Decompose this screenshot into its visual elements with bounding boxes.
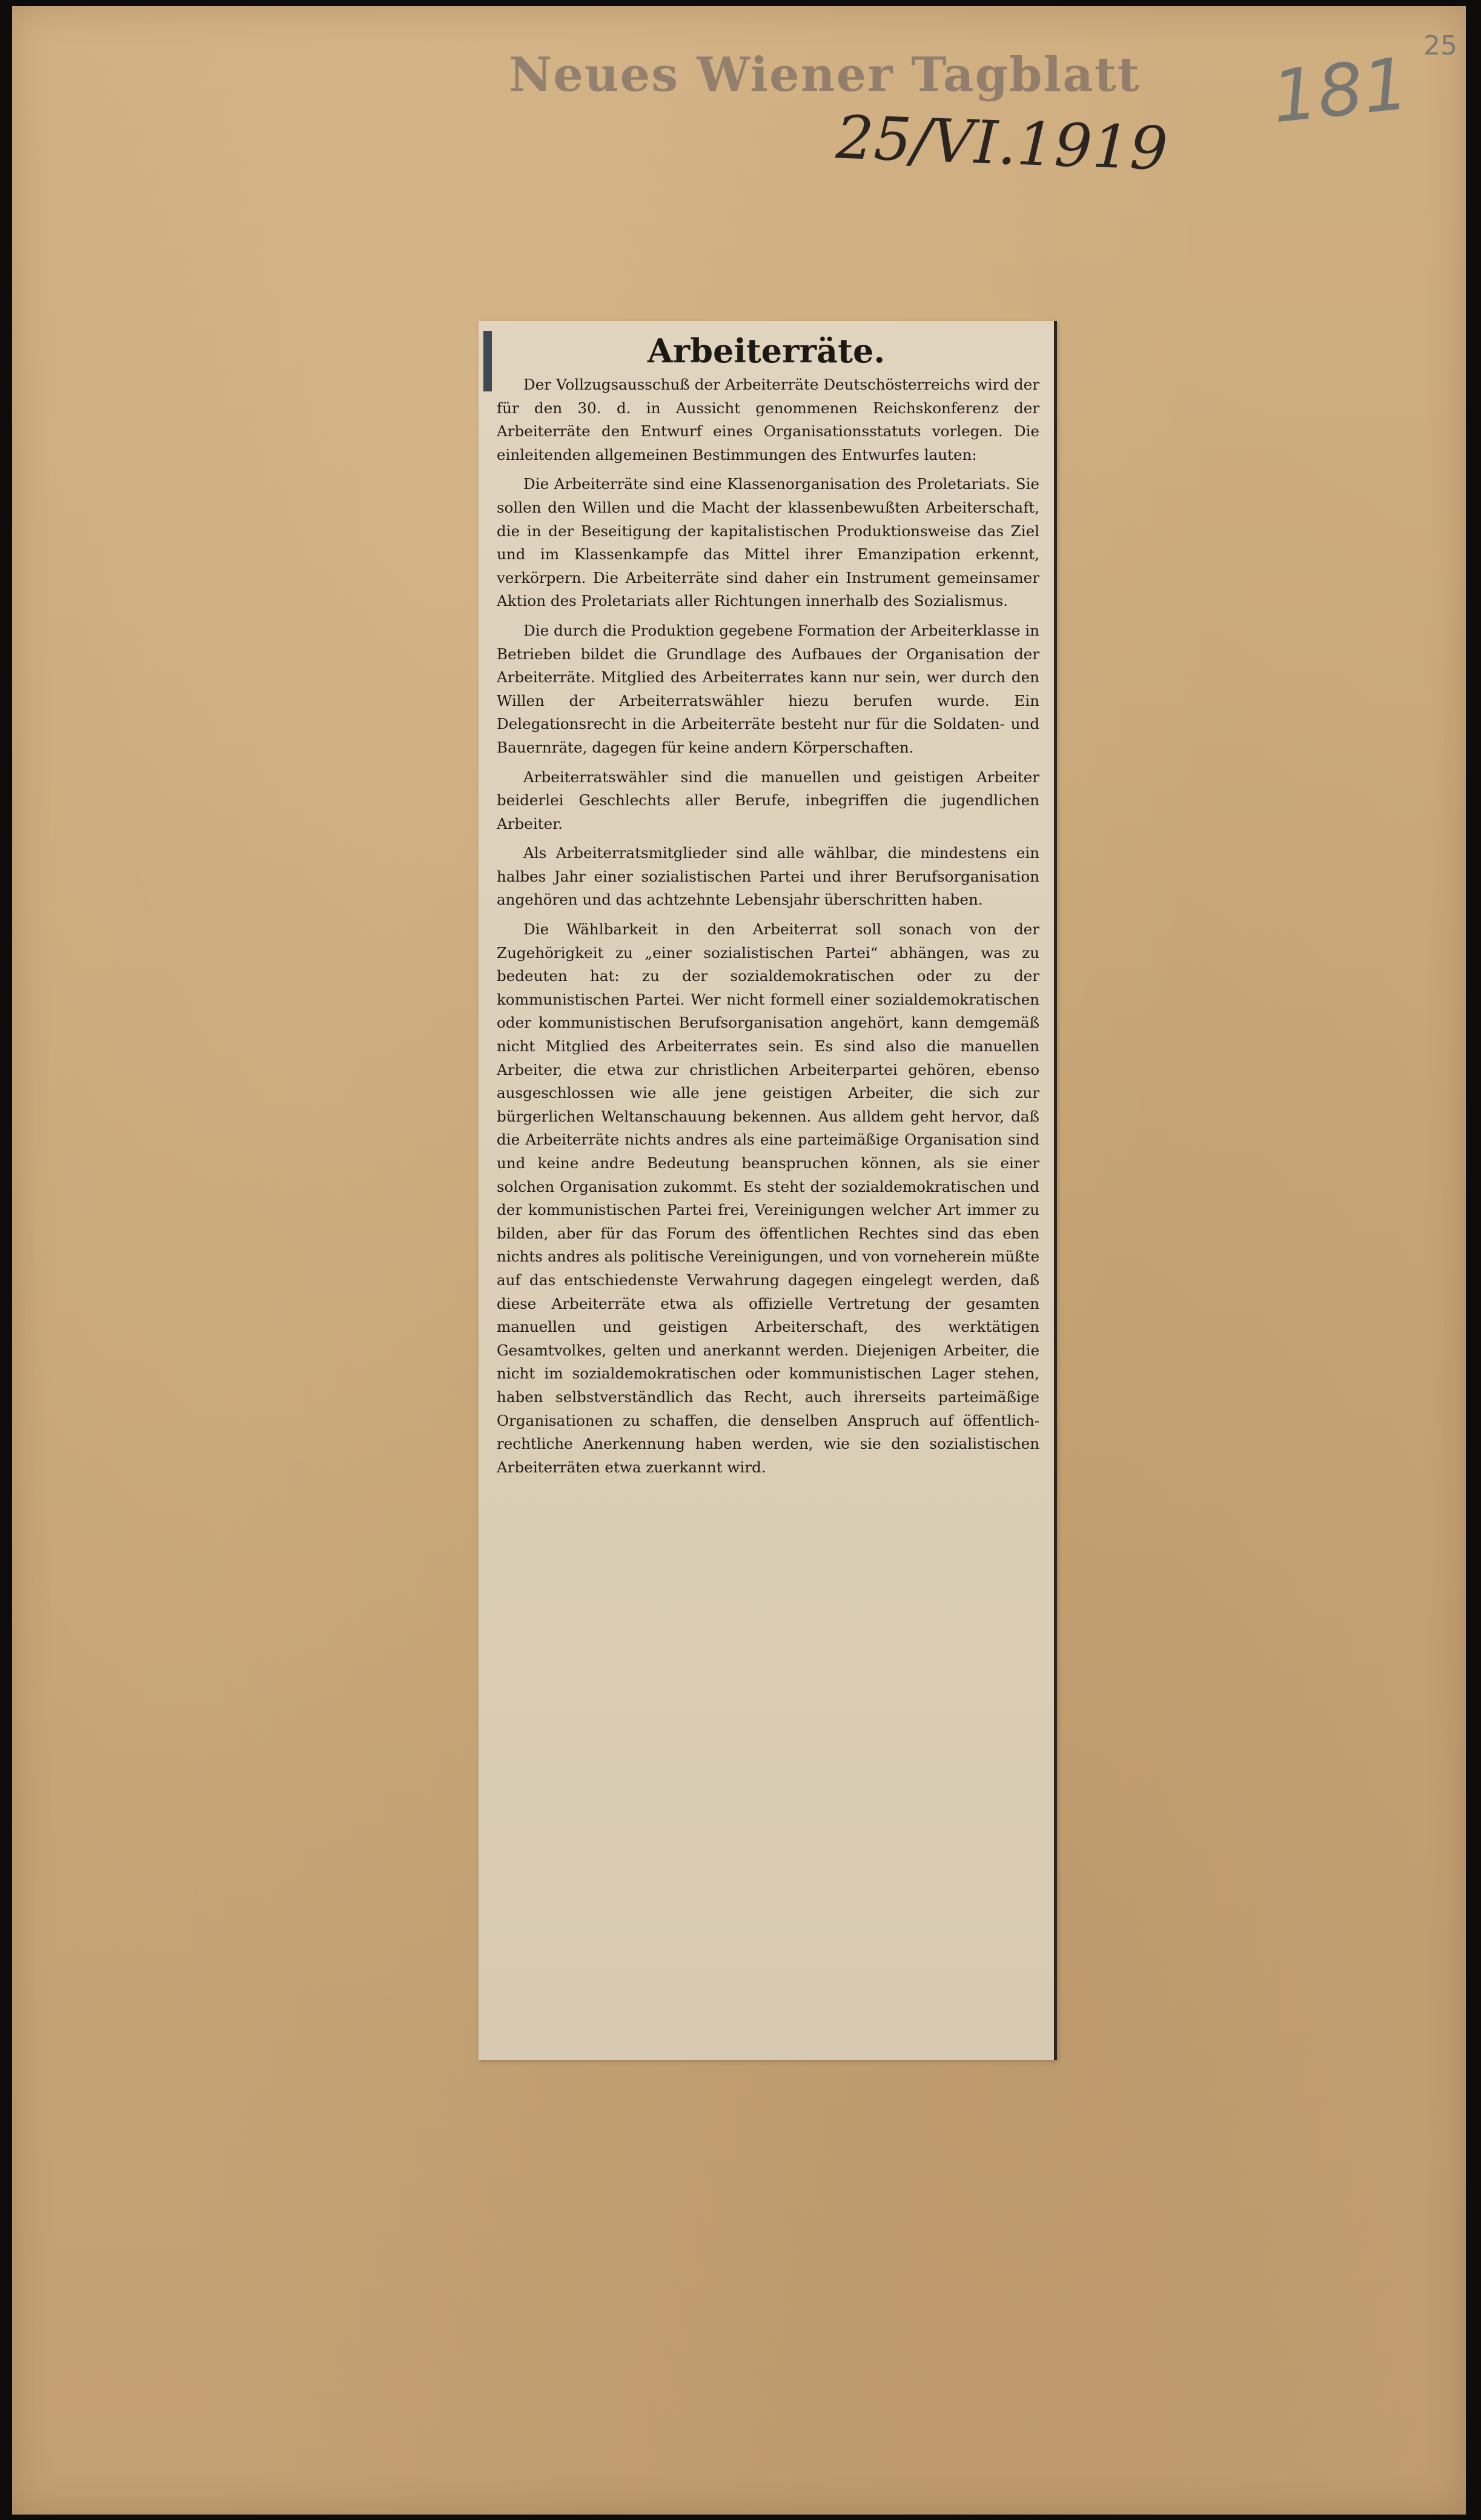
- article-paragraph-commentary: Die Wählbarkeit in den Arbeiterrat soll sonach von der Zugehörigkeit zu „einer sozialistischen Partei“ abhängen, was zu bedeuten hat: zu der sozialdemokratischen oder zu der kommunistischen Partei. Wer nicht formell einer sozialdemokratischen oder kommunistischen Berufsorganisation angehört, kann demgemäß nicht Mitglied des Arbeiterrates sein. Es sind also die manuellen Arbeiter, die etwa zur christlichen Arbeiterpartei gehören, ebenso ausgeschlossen wie alle jene geistigen Arbeiter, die sich zur bürgerlichen Weltanschauung bekennen. Aus alldem geht hervor, daß die Arbeiterräte nichts andres als eine parteimäßige Organisation sind und keine andre Bedeutung beanspruchen können, als sie einer solchen Organisation zukommt. Es steht der sozialdemokratischen und der kommunistischen Partei frei, Vereinigungen welcher Art immer zu bilden, aber für das Forum des öffentlichen Rechtes sind das eben nichts andres als politische Vereinigungen, und von vorneherein müßte auf das entschiedenste Verwahrung dagegen eingelegt werden, daß diese Arbeiterräte etwa als offizielle Vertretung der gesamten manuellen und geistigen Arbeiterschaft, des werktätigen Gesamtvolkes, gelten und anerkannt werden. Diejenigen Arbeiter, die nicht im sozialdemokratischen oder kommunistischen Lager stehen, haben selbstverständlich das Recht, auch ihrerseits parteimäßige Organisationen zu schaffen, die denselben Anspruch auf öffentlich-rechtliche Anerkennung haben werden, wie sie den sozialistischen Arbeiterräten etwa zuerkannt wird.: [497, 920, 1039, 1476]
- article-paragraph-eligibility: Als Arbeiterratsmitglieder sind alle wählbar, die mindestens ein halbes Jahr einer sozialistischen Partei und ihrer Berufsorganisation angehören und das achtzehnte Lebensjahr überschritten haben.: [497, 844, 1039, 909]
- archive-number: 181: [1268, 41, 1413, 139]
- archive-number-sub: 25: [1423, 30, 1457, 61]
- archive-sheet: [12, 6, 1466, 2515]
- clip-mark: [483, 331, 492, 391]
- newspaper-stamp: Neues Wiener Tagblatt: [509, 47, 1141, 102]
- article-body: [479, 373, 1054, 1479]
- article-paragraph-intro: Der Vollzugsausschuß der Arbeiterräte Deutschösterreichs wird der für den 30. d. in Aussicht genommenen Reichskonferenz der Arbeiterräte den Entwurf eines Organisationsstatuts vorlegen. Die einleitenden allgemeinen Bestimmungen des Entwurfes lauten:: [497, 376, 1039, 464]
- newspaper-clipping: [479, 321, 1057, 2060]
- article-paragraph-class-organisation: Die Arbeiterräte sind eine Klassenorganisation des Proletariats. Sie sollen den Willen und die Macht der klassenbewußten Arbeiterschaft, die in der Beseitigung der kapitalistischen Produktionsweise das Ziel und im Klassenkampfe das Mittel ihrer Emanzipation erkennt, verkörpern. Die Arbeiterräte sind daher ein Instrument gemeinsamer Aktion des Proletariats aller Richtungen innerhalb des Sozialismus.: [497, 475, 1039, 610]
- article-title: Arbeiterräte.: [647, 331, 886, 370]
- article-paragraph-formation: Die durch die Produktion gegebene Formation der Arbeiterklasse in Betrieben bildet die Grundlage des Aufbaues der Organisation der Arbeiterräte. Mitglied des Arbeiterrates kann nur sein, wer durch den Willen der Arbeiterratswähler hiezu berufen wurde. Ein Delegationsrecht in die Arbeiterräte besteht nur für die Soldaten- und Bauernräte, dagegen für keine andern Körperschaften.: [497, 621, 1039, 756]
- handwritten-date: 25/VI.1919: [835, 103, 1169, 184]
- article-paragraph-voters: Arbeiterratswähler sind die manuellen und geistigen Arbeiter beiderlei Geschlechts aller Berufe, inbegriffen die jugendlichen Arbeiter.: [497, 768, 1039, 833]
